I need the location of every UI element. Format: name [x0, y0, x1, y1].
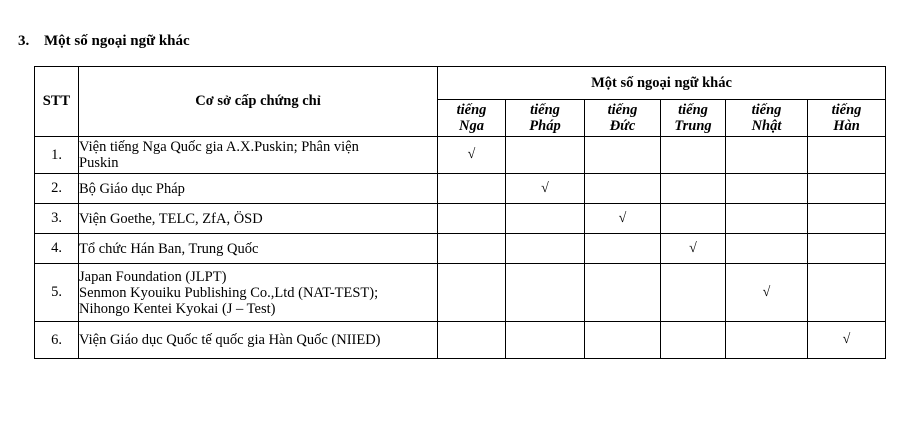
table-row [35, 322, 886, 359]
header-organization: Cơ sở cấp chứng chỉ [79, 67, 438, 137]
language-header-4 [726, 100, 808, 137]
organization-cell [79, 234, 438, 264]
empty-cell [808, 264, 886, 322]
section-title-text: Một số ngoại ngữ khác [44, 33, 190, 49]
empty-cell [506, 234, 585, 264]
empty-cell [506, 322, 585, 359]
empty-cell [438, 204, 506, 234]
empty-cell [506, 204, 585, 234]
organization-cell [79, 137, 438, 174]
empty-cell [506, 264, 585, 322]
empty-cell [438, 322, 506, 359]
organization-line: Viện tiếng Nga Quốc gia A.X.Puskin; Phân viện [79, 139, 359, 155]
row-number: 3. [35, 204, 79, 234]
empty-cell [726, 234, 808, 264]
organization-line: Puskin [79, 155, 119, 171]
language-header-word: tiếng [831, 102, 862, 118]
table-row [35, 137, 886, 174]
organization-cell [79, 322, 438, 359]
organization-line: Viện Giáo dục Quốc tế quốc gia Hàn Quốc (NIIED) [79, 332, 381, 348]
language-header-name: Pháp [529, 118, 561, 134]
language-header-name: Nhật [751, 118, 782, 134]
empty-cell [661, 264, 726, 322]
organization-line: Senmon Kyouiku Publishing Co.,Ltd (NAT-TEST); [79, 284, 379, 301]
empty-cell [585, 174, 661, 204]
language-header-0 [438, 100, 506, 137]
empty-cell [808, 137, 886, 174]
empty-cell [808, 204, 886, 234]
language-header-word: tiếng [530, 102, 560, 118]
check-mark-icon: √ [726, 264, 808, 322]
language-header-word: tiếng [607, 102, 638, 118]
empty-cell [438, 264, 506, 322]
language-header-name: Hàn [833, 118, 860, 134]
empty-cell [661, 174, 726, 204]
organization-line: Bộ Giáo dục Pháp [79, 180, 185, 197]
organization-line: Tổ chức Hán Ban, Trung Quốc [79, 240, 259, 257]
organization-line: Nihongo Kentei Kyokai (J – Test) [79, 300, 276, 317]
empty-cell [506, 137, 585, 174]
empty-cell [661, 204, 726, 234]
table-row [35, 174, 886, 204]
language-header-word: tiếng [456, 102, 487, 118]
language-header-word: tiếng [751, 102, 782, 118]
language-header-1 [506, 100, 585, 137]
organization-cell [79, 264, 438, 322]
table-row [35, 234, 886, 264]
language-header-name: Trung [674, 118, 712, 134]
organization-line: Viện Goethe, TELC, ZfA, ÖSD [79, 210, 263, 227]
check-mark-icon: √ [661, 234, 726, 264]
organization-cell [79, 204, 438, 234]
organization-line: Japan Foundation (JLPT) [79, 268, 227, 285]
row-number: 2. [35, 174, 79, 204]
row-number: 4. [35, 234, 79, 264]
language-header-3 [661, 100, 726, 137]
empty-cell [585, 234, 661, 264]
empty-cell [438, 174, 506, 204]
empty-cell [726, 322, 808, 359]
empty-cell [661, 322, 726, 359]
organization-cell [79, 174, 438, 204]
section-number: 3. [18, 33, 30, 49]
row-number: 5. [35, 264, 79, 322]
check-mark-icon: √ [438, 137, 506, 174]
row-number: 6. [35, 322, 79, 359]
empty-cell [726, 174, 808, 204]
empty-cell [585, 137, 661, 174]
empty-cell [808, 234, 886, 264]
language-header-word: tiếng [678, 102, 708, 118]
empty-cell [585, 264, 661, 322]
empty-cell [438, 234, 506, 264]
empty-cell [585, 322, 661, 359]
language-header-name: Nga [459, 118, 484, 134]
language-header-name: Đức [609, 118, 636, 134]
language-header-5 [808, 100, 886, 137]
empty-cell [726, 137, 808, 174]
header-language-group: Một số ngoại ngữ khác [438, 67, 886, 100]
check-mark-icon: √ [506, 174, 585, 204]
check-mark-icon: √ [808, 322, 886, 359]
table-row [35, 264, 886, 322]
language-header-2 [585, 100, 661, 137]
table-row [35, 204, 886, 234]
check-mark-icon: √ [585, 204, 661, 234]
certificate-table [34, 66, 886, 359]
section-heading [18, 33, 190, 50]
empty-cell [726, 204, 808, 234]
row-number: 1. [35, 137, 79, 174]
empty-cell [661, 137, 726, 174]
empty-cell [808, 174, 886, 204]
header-stt: STT [35, 67, 79, 137]
